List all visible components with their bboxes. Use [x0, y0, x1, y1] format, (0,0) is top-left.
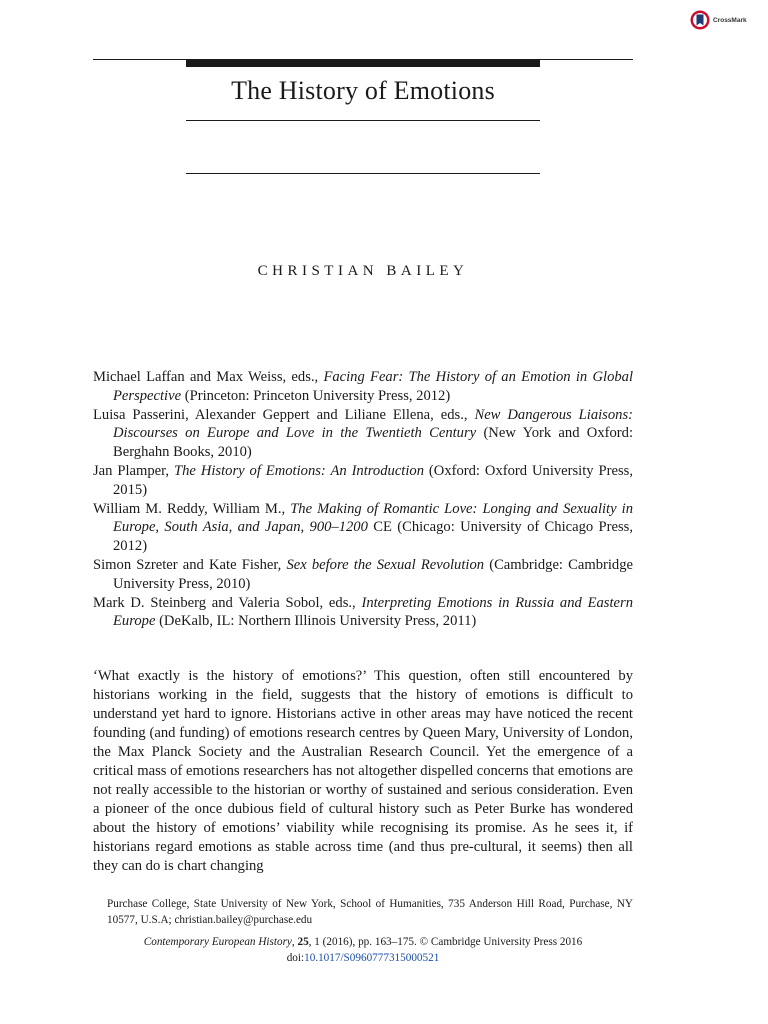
reference-item: Luisa Passerini, Alexander Geppert and Liliane Ellena, eds., New Dangerous Liaisons: Discourses on Europe and Love in the Twentieth Century (New York and Oxford: Berghahn Books, 2010): [93, 406, 634, 461]
crossmark-badge[interactable]: [690, 10, 747, 30]
journal-volume: 25: [297, 936, 309, 948]
reference-item: Mark D. Steinberg and Valeria Sobol, eds., Interpreting Emotions in Russia and Eastern Europe (DeKalb, IL: Northern Illinois University Press, 2011): [93, 594, 633, 630]
reference-item: Simon Szreter and Kate Fisher, Sex before the Sexual Revolution (Cambridge: Cambridge University Press, 2010): [93, 556, 633, 592]
citation-details: , 1 (2016), pp. 163–175. © Cambridge University Press 2016: [308, 936, 583, 948]
crossmark-icon: [690, 10, 710, 30]
doi-link[interactable]: 10.1017/S0960777315000521: [304, 951, 440, 964]
body-paragraph: ‘What exactly is the history of emotions?’ This question, often still encountered by historians working in the field, suggests that the history of emotions is difficult to understand yet hard to ignore. Historians active in other areas may have noticed the recent founding (and funding) of emotions research centres by Queen Mary, University of London, the Max Planck Society and the Australian Research Council. Yet the emergence of a critical mass of emotions researchers has not altogether dispelled concerns that emotions are not really accessible to the historian or worthy of sustained and serious consideration. Even a pioneer of the once dubious field of cultural history such as Peter Burke has wondered about the history of emotions’ viability while recognising its promise. As he sees it, if historians regard emotions as stable across time (and thus pre-cultural, it seems) then all they can do is chart changing: [93, 668, 633, 874]
reference-item: Jan Plamper, The History of Emotions: An Introduction (Oxford: Oxford University Press, 2015): [93, 462, 633, 498]
crossmark-label: CrossMark: [713, 16, 747, 24]
journal-citation: Contemporary European History, 25, 1 (2016), pp. 163–175. © Cambridge University Press 2016 doi:10.1017/S0960777315000521: [143, 936, 583, 964]
reference-item: Michael Laffan and Max Weiss, eds., Facing Fear: The History of an Emotion in Global Perspective (Princeton: Princeton University Press, 2012): [93, 369, 634, 404]
reviewed-works-list: [93, 368, 633, 631]
journal-name: Contemporary European History: [143, 936, 292, 948]
article-title: The History of Emotions: [231, 76, 495, 105]
reference-item: William M. Reddy, William M., The Making of Romantic Love: Longing and Sexuality in Europe, South Asia, and Japan, 900–1200 CE (Chicago: University of Chicago Press, 2012): [93, 500, 633, 555]
header-thick-bar: [186, 59, 540, 67]
section-rule: [186, 173, 540, 174]
author-name: CHRISTIAN BAILEY: [257, 263, 469, 279]
doi-prefix: doi:: [286, 951, 305, 964]
title-rule: [186, 120, 540, 121]
author-affiliation: Purchase College, State University of New York, School of Humanities, 735 Anderson Hill Road, Purchase, NY 10577, U.S.A; christian.bailey@purchase.edu: [107, 898, 633, 926]
